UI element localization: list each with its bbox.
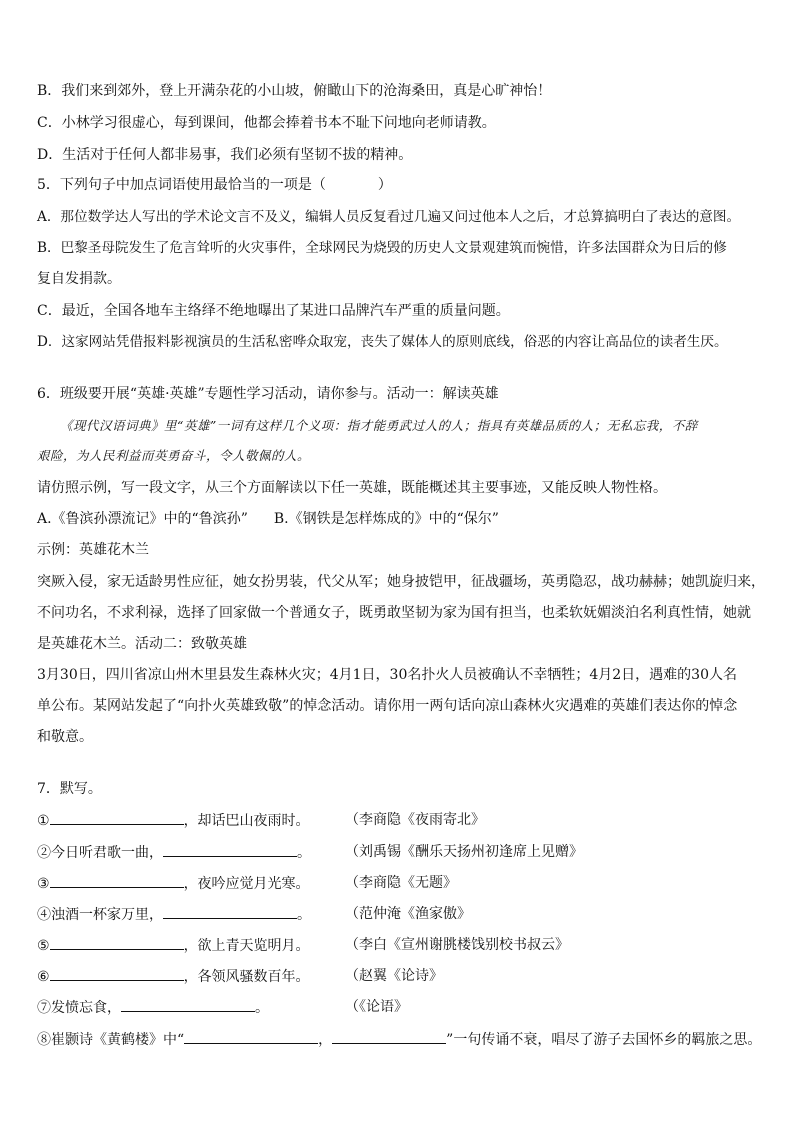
fill-blank[interactable] [50, 967, 184, 981]
q6-choice-b: B.《钢铁是怎样炼成的》中的“保尔” [273, 511, 499, 527]
q7-item-4-pre: ④浊酒一杯家万里， [37, 907, 163, 923]
fill-blank[interactable] [163, 843, 297, 857]
q6-example-line2: 不问功名，不求利禄，选择了回家做一个普通女子，既勇敢坚韧为家为国有担当，也柔软妩媚淡泊名利真性情，她就 [37, 605, 751, 621]
q7-item-5-post: ，欲上青天览明月。 [183, 938, 310, 954]
q7-item-4-source: （范仲淹《渔家傲》 [345, 906, 471, 922]
q7-item-4-post: 。 [297, 907, 311, 923]
q4-option-b: B．我们来到郊外，登上开满杂花的小山坡，俯瞰山下的沧海桑田，真是心旷神怡！ [37, 83, 552, 99]
fill-blank[interactable] [332, 1030, 446, 1044]
q7-item-2-post: 。 [297, 845, 311, 861]
q7-item-8-pre: ⑧崔颢诗《黄鹤楼》中“ [37, 1032, 185, 1048]
q6-quote-line1: 《现代汉语词典》里“英雄”一词有这样几个义项：指才能勇武过人的人；指具有英雄品质的人；无私忘我，不辞 [60, 418, 698, 433]
q5-stem-close: ） [377, 177, 392, 193]
q6-example-label: 示例：英雄花木兰 [37, 542, 149, 558]
q7-item-8-post: ”一句传诵不衰，唱尽了游子去国怀乡的羁旅之思。 [446, 1032, 762, 1048]
fill-blank[interactable] [163, 905, 297, 919]
q7-item-5 [37, 936, 310, 955]
q6-instruction: 请仿照示例，写一段文字，从三个方面解读以下任一英雄，既能概述其主要事迹，又能反映人物性格。 [37, 480, 667, 496]
fill-blank[interactable] [50, 811, 184, 825]
q6-activity2-line3: 和敬意。 [37, 729, 93, 745]
q7-item-6-post: ，各领风骚数百年。 [183, 969, 310, 985]
q6-activity2-line2: 单公布。某网站发起了“向扑火英雄致敬”的悼念活动。请你用一两句话向凉山森林火灾遇难的英雄们表达你的悼念 [37, 698, 738, 714]
q5-option-a: A．那位数学达人写出的学术论文言不及义，编辑人员反复看过几遍又问过他本人之后，才总算搞明白了表达的意图。 [37, 209, 741, 225]
q7-item-8 [37, 1030, 761, 1049]
q4-option-d: D．生活对于任何人都非易事，我们必须有坚韧不拔的精神。 [37, 147, 413, 163]
q7-stem: 7．默写。 [37, 781, 102, 797]
fill-blank[interactable] [184, 1030, 318, 1044]
q7-item-7-pre: ⑦发愤忘食， [37, 1000, 121, 1016]
q7-item-2-source: （刘禹锡《酬乐天扬州初逢席上见赠》 [345, 844, 583, 860]
q5-stem-text: 5．下列句子中加点词语使用最恰当的一项是（ [37, 177, 326, 193]
q7-item-7-post: 。 [255, 1000, 269, 1016]
q6-choice-a: A.《鲁滨孙漂流记》中的“鲁滨孙” [37, 511, 248, 527]
q4-option-c: C．小林学习很虚心，每到课间，他都会捧着书本不耻下问地向老师请教。 [37, 115, 496, 131]
q7-item-6 [37, 967, 310, 986]
q7-item-7 [37, 998, 269, 1017]
q7-item-3-pre: ③ [37, 876, 50, 892]
q6-stem: 6．班级要开展“英雄·英雄”专题性学习活动，请你参与。活动一：解读英雄 [37, 386, 499, 402]
q5-option-d: D．这家网站凭借报料影视演员的生活私密哗众取宠，丧失了媒体人的原则底线，俗恶的内容让高品位的读者生厌。 [37, 334, 728, 350]
q6-choices [37, 510, 499, 528]
q7-item-1-source: （李商隐《夜雨寄北》 [345, 812, 485, 828]
fill-blank[interactable] [121, 998, 255, 1012]
q7-item-6-pre: ⑥ [37, 969, 50, 985]
q5-option-c: C．最近，全国各地车主络绎不绝地曝出了某进口品牌汽车严重的质量问题。 [37, 303, 510, 319]
q7-item-3-source: （李商隐《无题》 [345, 875, 457, 891]
q6-example-line3: 是英雄花木兰。活动二：致敬英雄 [37, 636, 247, 652]
q7-item-2-pre: ②今日听君歌一曲， [37, 845, 163, 861]
q7-item-7-source: （《论语》 [345, 999, 408, 1015]
q5-option-b-line2: 复自发捐款。 [37, 271, 121, 287]
q7-item-1-pre: ① [37, 813, 50, 829]
q7-item-5-source: （李白《宣州谢朓楼饯别校书叔云》 [345, 937, 569, 953]
fill-blank[interactable] [50, 936, 184, 950]
q6-activity2-line1: 3月30日，四川省凉山州木里县发生森林火灾；4月1日，30名扑火人员被确认不幸牺牲；4月2日，遇难的30人名 [37, 667, 737, 683]
q5-stem [37, 176, 392, 194]
q7-item-2 [37, 843, 311, 862]
q5-option-b-line1: B．巴黎圣母院发生了危言耸听的火灾事件，全球网民为烧毁的历史人文景观建筑而惋惜，许多法国群众为日后的修 [37, 240, 727, 256]
q7-item-8-mid: ， [318, 1032, 333, 1048]
q7-item-4 [37, 905, 311, 924]
q6-example-line1: 突厥入侵，家无适龄男性应征，她女扮男装，代父从军；她身披铠甲，征战疆场，英勇隐忍，战功赫赫；她凯旋归来， [37, 574, 765, 590]
q7-item-3 [37, 874, 310, 893]
q7-item-1 [37, 811, 310, 830]
q7-item-1-post: ，却话巴山夜雨时。 [183, 813, 310, 829]
q7-item-5-pre: ⑤ [37, 938, 50, 954]
q7-item-3-post: ，夜吟应觉月光寒。 [183, 876, 310, 892]
q7-item-6-source: （赵翼《论诗》 [345, 968, 443, 984]
fill-blank[interactable] [50, 874, 184, 888]
q6-quote-line2: 艰险，为人民利益而英勇奋斗，令人敬佩的人。 [37, 448, 311, 463]
